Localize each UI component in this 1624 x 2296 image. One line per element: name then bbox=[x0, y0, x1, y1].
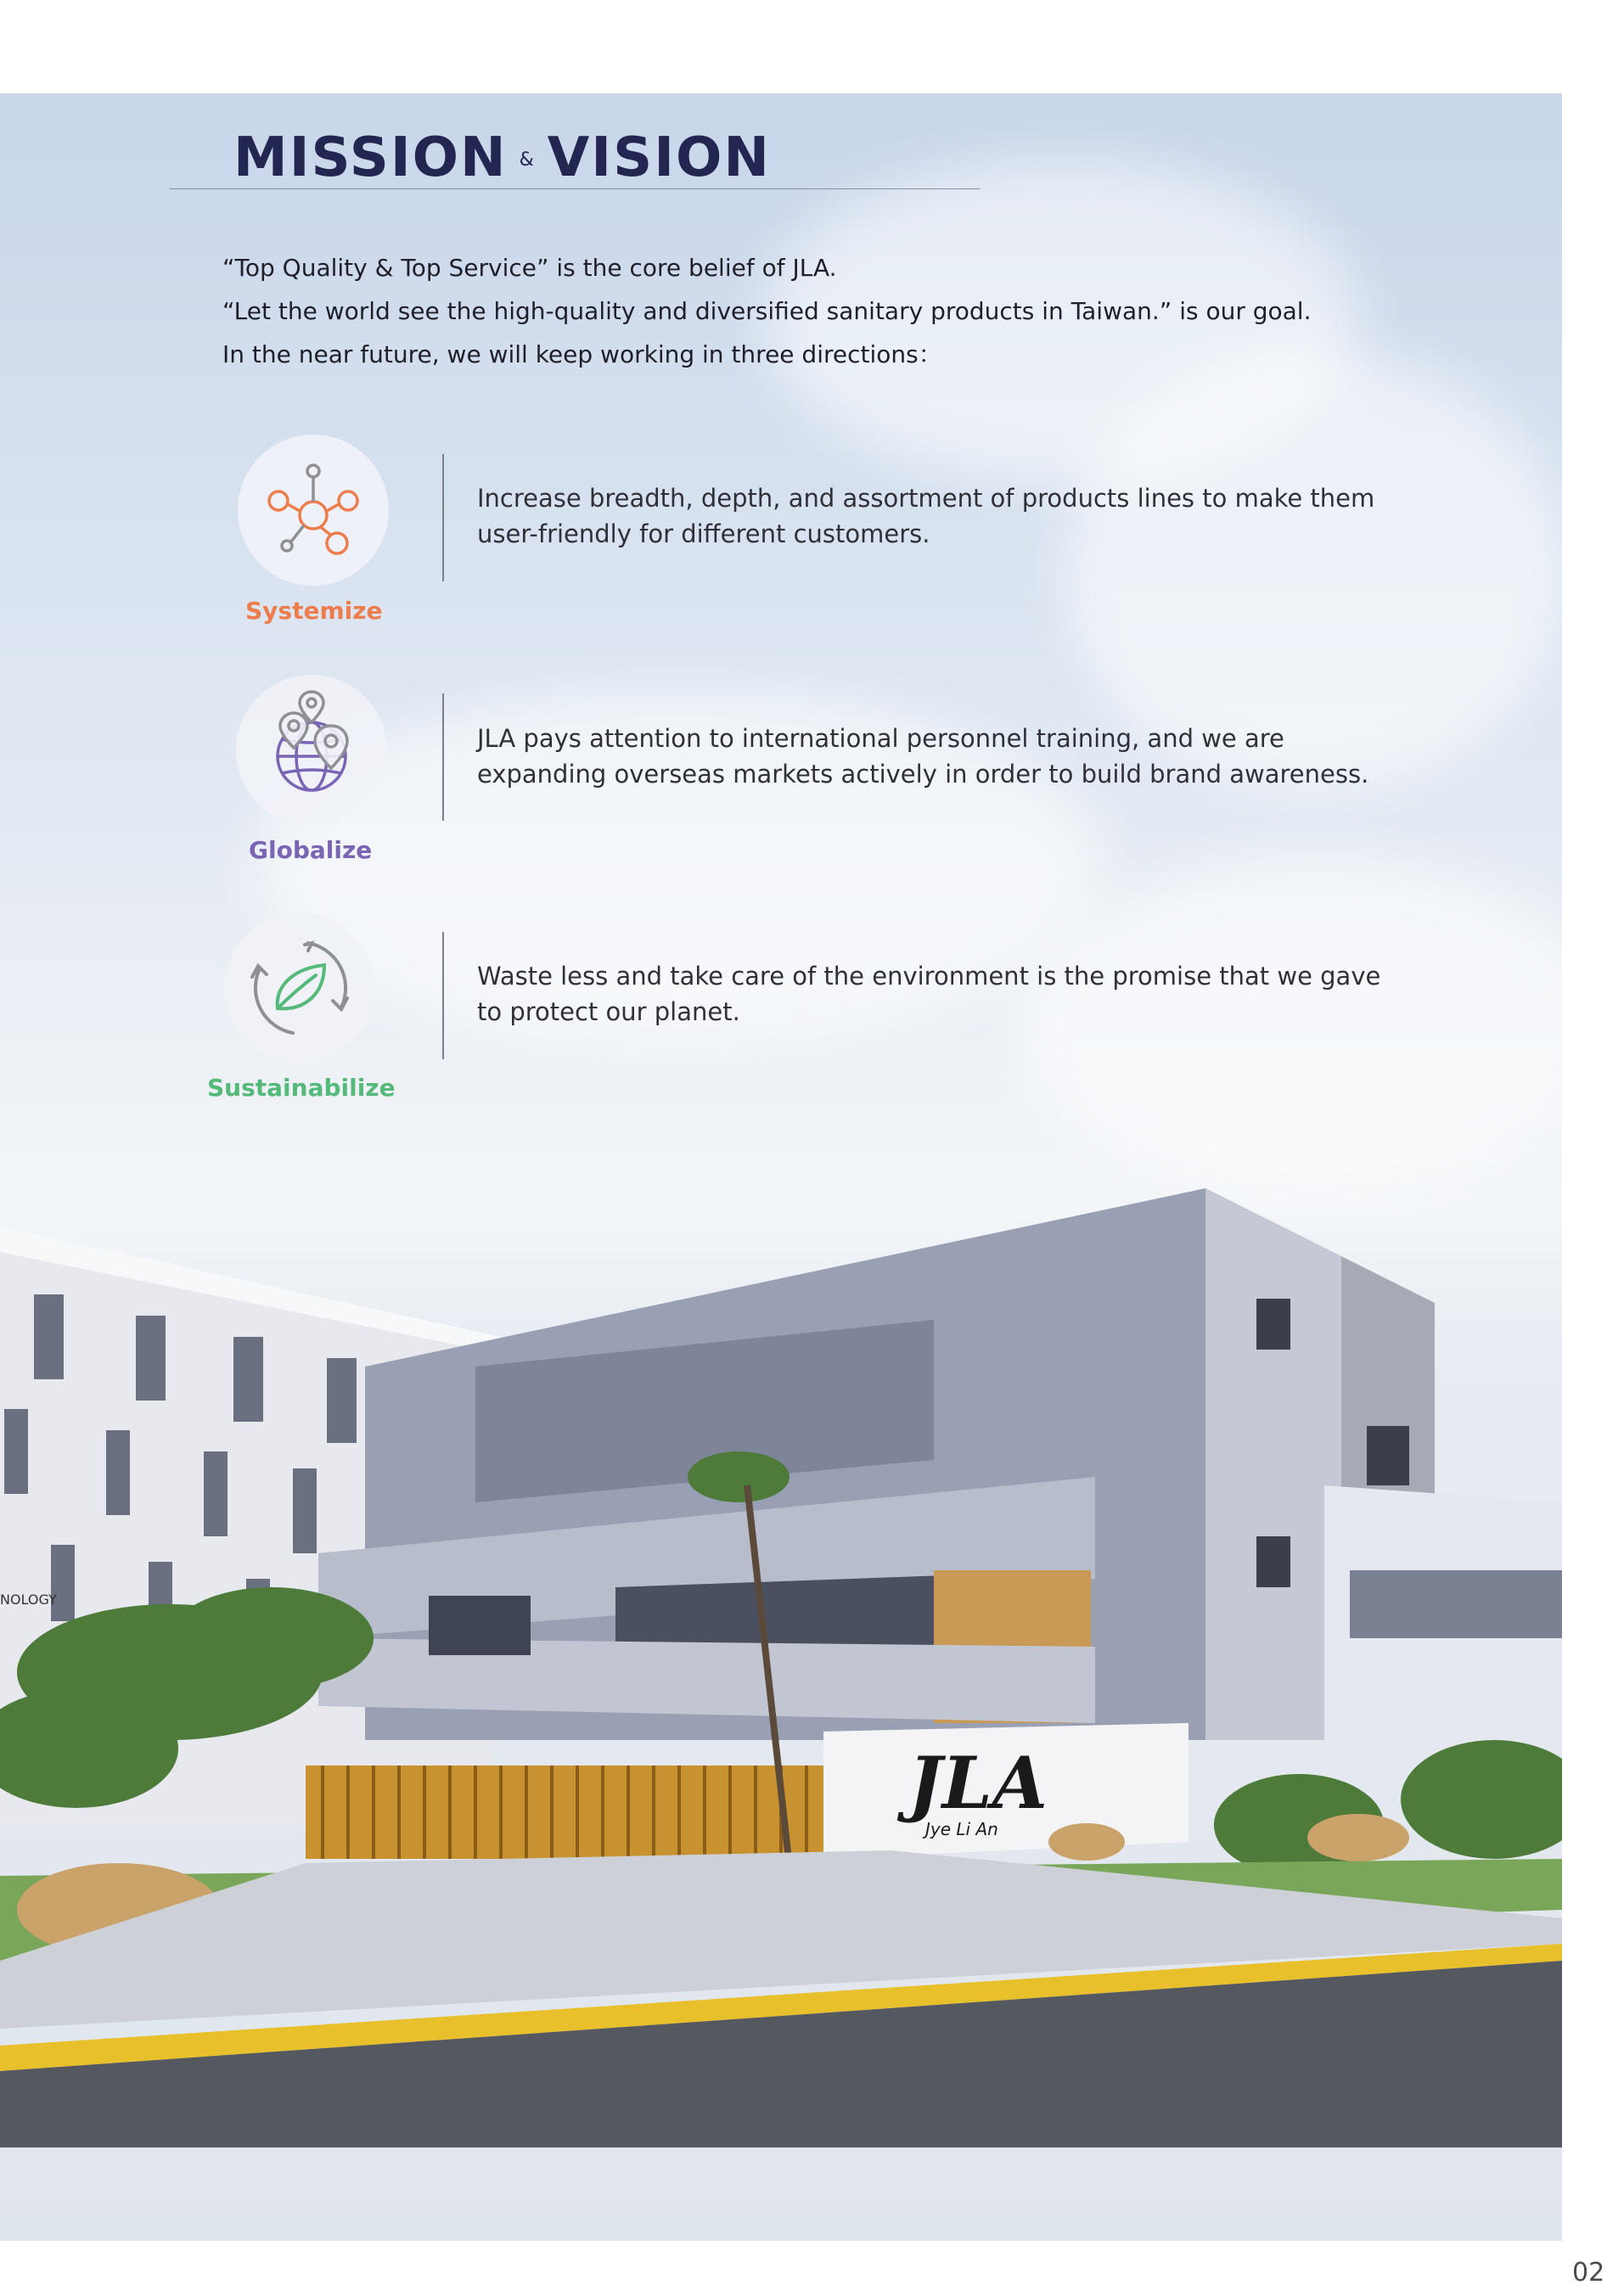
direction-text-line: user-friendly for different customers. bbox=[477, 519, 930, 548]
direction-label-systemize: Systemize bbox=[245, 597, 383, 625]
sign-logo: JLA bbox=[908, 1741, 1048, 1825]
network-icon bbox=[238, 435, 389, 586]
title-vision: VISION bbox=[547, 126, 771, 189]
sign-subtitle: Jye Li An bbox=[925, 1819, 998, 1839]
title-underline bbox=[170, 127, 981, 189]
divider bbox=[442, 454, 444, 581]
intro-text bbox=[222, 246, 1453, 376]
direction-label-sustainabilize: Sustainabilize bbox=[207, 1074, 396, 1102]
recycle-leaf-icon bbox=[224, 912, 375, 1064]
intro-line: “Top Quality & Top Service” is the core belief of JLA. bbox=[222, 254, 837, 282]
side-building-text: NOLOGY bbox=[0, 1591, 57, 1608]
direction-text-systemize bbox=[477, 480, 1419, 552]
intro-line: “Let the world see the high-quality and diversified sanitary products in Taiwan.” is our goal. bbox=[222, 297, 1312, 325]
divider bbox=[442, 693, 444, 821]
direction-text-line: to protect our planet. bbox=[477, 997, 740, 1026]
direction-label-globalize: Globalize bbox=[249, 836, 373, 864]
intro-line: In the near future, we will keep working in three directions： bbox=[222, 340, 942, 368]
direction-text-line: Waste less and take care of the environment is the promise that we gave bbox=[477, 962, 1381, 991]
direction-text-globalize bbox=[477, 721, 1419, 792]
building-photo bbox=[0, 1061, 1562, 2147]
direction-text-line: Increase breadth, depth, and assortment of products lines to make them bbox=[477, 484, 1375, 513]
direction-text-line: JLA pays attention to international personnel training, and we are bbox=[477, 724, 1284, 753]
gate bbox=[306, 1766, 823, 1859]
direction-text-line: expanding overseas markets actively in order to build brand awareness. bbox=[477, 760, 1369, 789]
direction-text-sustainabilize bbox=[477, 958, 1419, 1030]
page-number: 02 bbox=[1572, 2258, 1605, 2288]
title-ampersand: & bbox=[519, 149, 536, 171]
page-title bbox=[233, 127, 771, 191]
title-mission: MISSION bbox=[233, 126, 508, 189]
globe-pin-icon bbox=[236, 675, 387, 826]
divider bbox=[442, 932, 444, 1059]
